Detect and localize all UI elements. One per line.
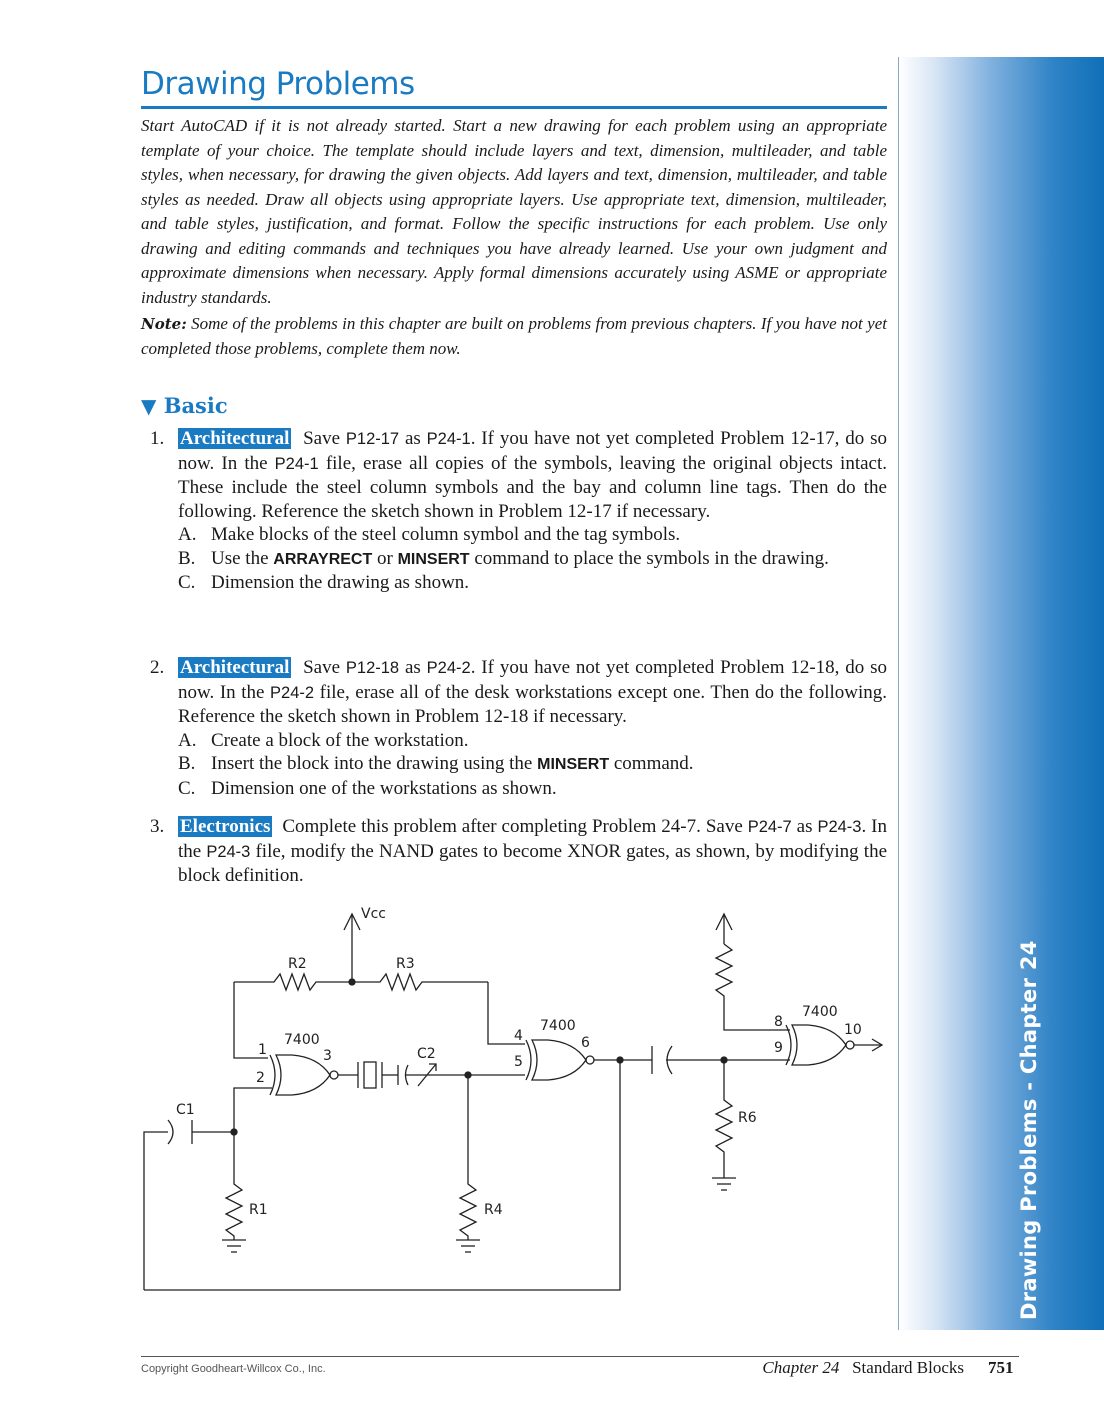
file-name: P24-2: [426, 659, 471, 677]
label-r6: R6: [738, 1110, 757, 1126]
step-a: A. Create a block of the workstation.: [178, 729, 469, 751]
side-tab-label: Drawing Problems - Chapter 24: [1017, 940, 1041, 1320]
step-c: C. Dimension the drawing as shown.: [178, 572, 470, 593]
problem-text: Architectural Save P12-18 as P24-2. If you have not yet completed Problem 12-18, do so now. In the P24-2 file, erase all of the desk workstations except one. Then do the following. Reference the sketch shown in Problem 12-18 if necessary.: [178, 657, 888, 727]
file-name: P24-3: [817, 818, 862, 836]
label-pin1: 1: [258, 1042, 267, 1058]
file-name: P12-18: [345, 659, 400, 677]
problem-text: Electronics Complete this problem after completing Problem 24-7. Save P24-7 as P24-3. In the P24-3 file, modify the NAND gates to become XNOR gates, as shown, by modifying the block definition.: [178, 816, 888, 886]
file-name: P12-17: [345, 430, 400, 448]
label-r4: R4: [484, 1202, 503, 1218]
file-name: P24-3: [206, 842, 251, 861]
label-gate1: 7400: [284, 1032, 320, 1048]
junction-dot: [617, 1057, 623, 1063]
label-c1: C1: [176, 1102, 195, 1118]
resistor-r2-icon: [234, 974, 352, 990]
file-name: P24-2: [270, 683, 315, 702]
chapter-label: Chapter 24: [762, 1358, 840, 1377]
category-tag: Architectural: [180, 428, 290, 449]
step-b: B. Insert the block into the drawing using the MINSERT command.: [178, 753, 694, 774]
step-b: B. Use the ARRAYRECT or MINSERT command to place the symbols in the drawing.: [178, 547, 829, 569]
problem-number: 1.: [150, 428, 165, 449]
output-arrow-icon: [854, 1039, 882, 1051]
command-name: MINSERT: [397, 550, 470, 568]
label-gate3: 7400: [802, 1004, 838, 1020]
page-title: Drawing Problems: [141, 66, 415, 102]
running-footer: [762, 1358, 964, 1378]
command-name: ARRAYRECT: [273, 550, 373, 568]
label-pin8: 8: [774, 1014, 783, 1030]
chapter-title: Standard Blocks: [852, 1358, 964, 1377]
label-pin3: 3: [323, 1048, 332, 1064]
supply-arrow-icon: [716, 914, 732, 944]
label-vcc: Vcc: [361, 906, 386, 922]
label-c2: C2: [417, 1046, 436, 1062]
junction-dot: [349, 979, 355, 985]
label-r1: R1: [249, 1202, 268, 1218]
label-pin6: 6: [581, 1035, 590, 1051]
label-pin5: 5: [514, 1054, 523, 1070]
ground-icon: [712, 1178, 736, 1190]
note-label: Note:: [141, 315, 187, 333]
step-c: C. Dimension one of the workstations as shown.: [178, 777, 557, 799]
page-number: 751: [988, 1358, 1014, 1377]
label-pin2: 2: [256, 1070, 265, 1086]
resistor-r1-icon: [226, 1132, 242, 1240]
crystal-icon: [358, 1062, 382, 1088]
step-a: A. Make blocks of the steel column symbol and the tag symbols.: [178, 524, 681, 545]
category-tag: Architectural: [180, 657, 290, 678]
resistor-r3-icon: [352, 974, 488, 990]
file-name: P24-1: [426, 430, 471, 448]
label-r3: R3: [396, 956, 415, 972]
section-title: Basic: [163, 393, 228, 418]
resistor-r6-icon: [716, 1060, 732, 1178]
capacitor-c1-icon: [144, 1120, 234, 1290]
problem-number: 2.: [150, 657, 165, 678]
ground-icon: [456, 1240, 480, 1252]
file-name: P24-7: [747, 818, 792, 836]
note-text: Some of the problems in this chapter are built on problems from previous chapters. If you have not yet completed those problems, complete them now.: [141, 314, 887, 358]
label-r2: R2: [288, 956, 307, 972]
ground-icon: [222, 1240, 246, 1252]
label-pin4: 4: [514, 1028, 523, 1044]
label-pin10: 10: [844, 1022, 862, 1038]
label-pin9: 9: [774, 1040, 783, 1056]
command-name: MINSERT: [537, 756, 610, 773]
triangle-icon: ▼: [141, 394, 157, 418]
intro-paragraph: Start AutoCAD if it is not already started. Start a new drawing for each problem using an appropriate template of your choice. The template should include layers and text, dimension, multileader, and table styles, when necessary, for drawing the given objects. Add layers and text, dimension, multileader, and table styles as needed. Draw all objects using appropriate layers. Use appropriate text, dimension, multileader, and table styles, justification, and format. Follow the specific instructions for each problem. Use only drawing and editing commands and techniques you have already learned. Use your own judgment and approximate dimensions when necessary. Apply formal dimensions accurately using ASME or appropriate industry standards.: [141, 116, 887, 307]
copyright: Copyright Goodheart-Willcox Co., Inc.: [141, 1363, 326, 1375]
footer-rule: [141, 1356, 1019, 1357]
file-name: P24-1: [274, 454, 319, 473]
vcc-arrow-icon: [344, 914, 360, 982]
label-gate2: 7400: [540, 1018, 576, 1034]
category-tag: Electronics: [180, 816, 271, 837]
problem-number: 3.: [150, 816, 165, 837]
resistor-r4-icon: [460, 1075, 476, 1240]
problem-text: Architectural Save P12-17 as P24-1. If you have not yet completed Problem 12-17, do so now. In the P24-1 file, erase all copies of the symbols, leaving the original objects intact. These include the steel column symbols and the bay and column line tags. Then do the following. Reference the sketch shown in Problem 12-17 if necessary.: [178, 428, 888, 522]
